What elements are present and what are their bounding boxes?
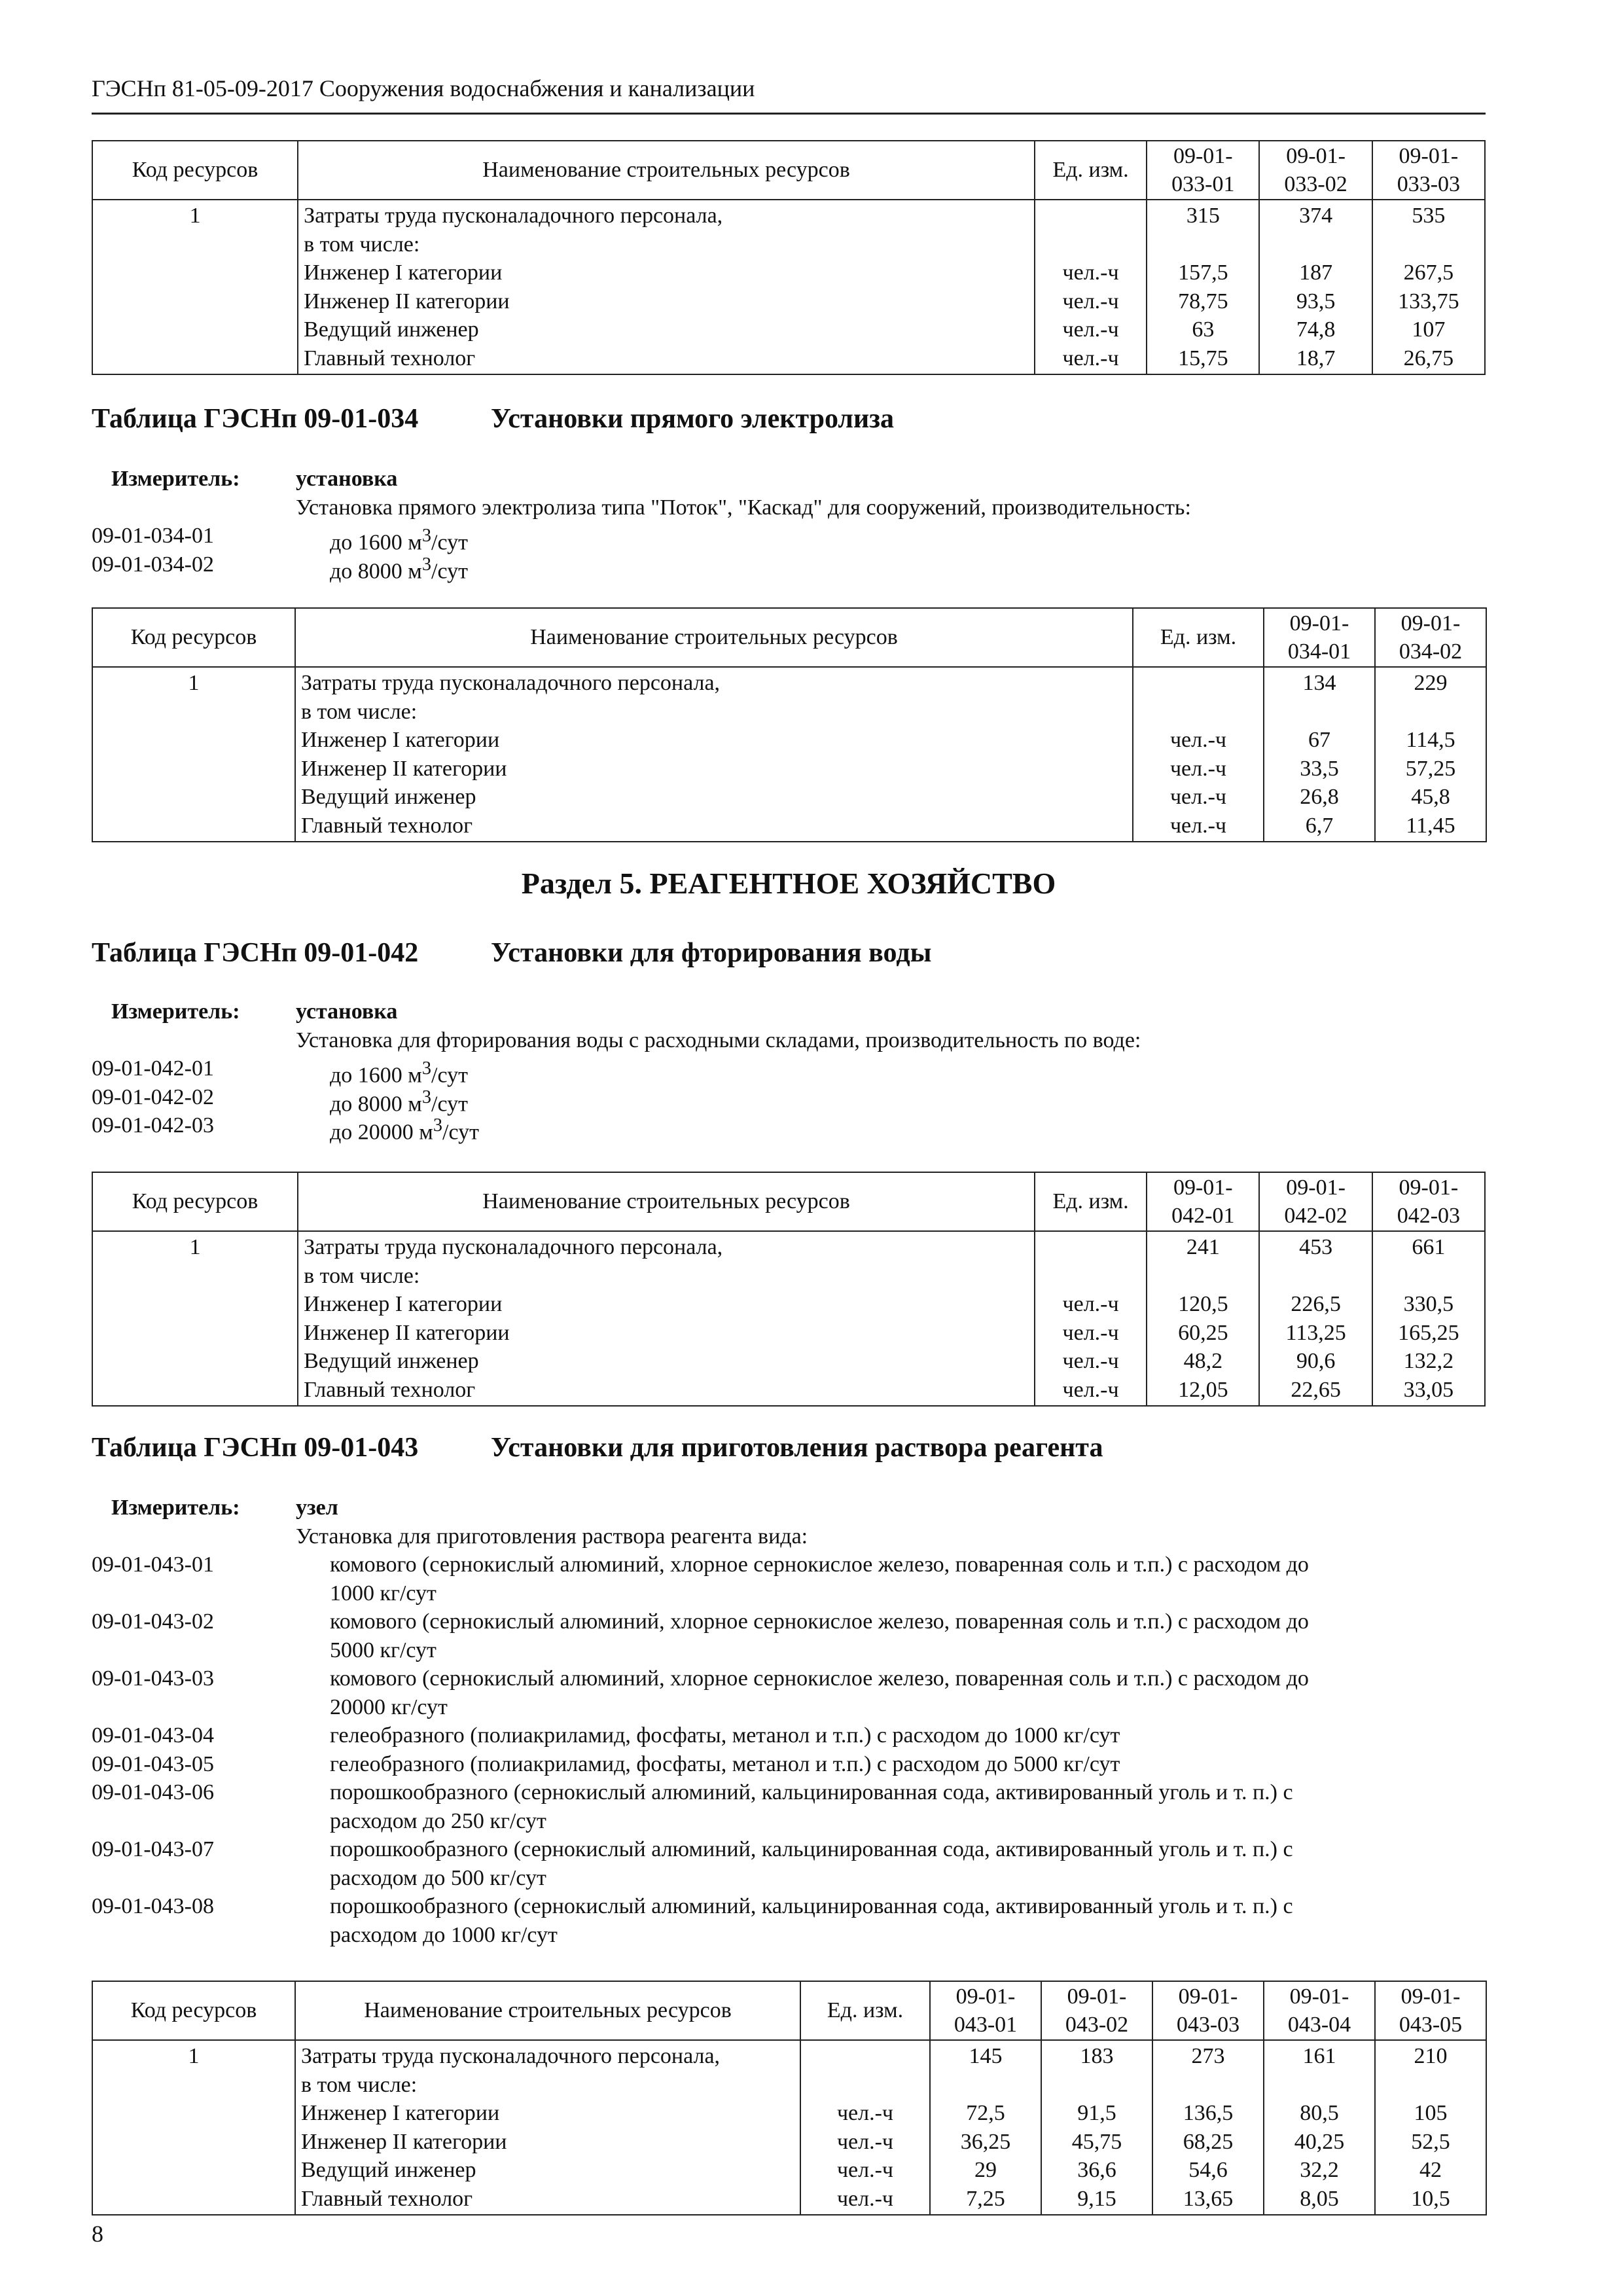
resource-table-042 (92, 1172, 1486, 1407)
table-034-code: Таблица ГЭСНп 09-01-034 (92, 404, 419, 434)
table-row (92, 2040, 1486, 2215)
table-034-measure-block (92, 465, 1486, 583)
measure-intro: Установка для приготовления раствора реагента вида: (296, 1524, 808, 1549)
page-number: 8 (92, 2221, 103, 2247)
value-cell-043-03: 273 136,5 68,25 54,6 13,65 (1152, 2040, 1264, 2215)
resource-code-cell: 1 (92, 200, 298, 374)
resource-name-cell: Затраты труда пусконаладочного персонала, в том числе: Инженер I категории Инженер II категории Ведущий инженер Главный технолог (298, 200, 1035, 374)
list-item: 09-01-043-06 порошкообразного (сернокислый алюминий, кальцинированная сода, активированный уголь и т. п.) с (92, 1780, 1293, 1804)
running-header: ГЭСНп 81-05-09-2017 Сооружения водоснабжения и канализации (92, 73, 1486, 115)
value-cell-043-02: 183 91,5 45,75 36,6 9,15 (1041, 2040, 1152, 2215)
header-code: Код ресурсов (92, 1981, 295, 2040)
value-cell-033-02: 374 187 93,5 74,8 18,7 (1259, 200, 1372, 374)
table-043-code: Таблица ГЭСНп 09-01-043 (92, 1433, 419, 1463)
resource-name-cell: Затраты труда пусконаладочного персонала, в том числе: Инженер I категории Инженер II категории Ведущий инженер Главный технолог (295, 2040, 800, 2215)
list-item: 09-01-043-01 комового (сернокислый алюминий, хлорное сернокислое железо, поваренная соль и т.п.) с расходом до (92, 1552, 1309, 1577)
header-col-043-03: 09-01- 043-03 (1152, 1981, 1264, 2040)
measure-label: Измеритель: (111, 467, 240, 491)
table-043-name: Установки для приготовления раствора реагента (491, 1433, 1103, 1463)
unit-cell: чел.-ч чел.-ч чел.-ч чел.-ч (1035, 200, 1147, 374)
table-row (92, 1231, 1485, 1406)
header-code: Код ресурсов (92, 608, 295, 667)
header-unit: Ед. изм. (1035, 1172, 1147, 1231)
list-item: 09-01-042-01 до 1600 $м^3$/сут (92, 1056, 468, 1088)
table-row (92, 667, 1486, 842)
value-cell-043-01: 145 72,5 36,25 29 7,25 (930, 2040, 1041, 2215)
value-cell-043-04: 161 80,5 40,25 32,2 8,05 (1264, 2040, 1375, 2215)
table-034-title (92, 402, 894, 436)
value-cell-042-03: 661 330,5 165,25 132,2 33,05 (1372, 1231, 1485, 1406)
resource-name-cell: Затраты труда пусконаладочного персонала, в том числе: Инженер I категории Инженер II категории Ведущий инженер Главный технолог (298, 1231, 1035, 1406)
resource-table-034 (92, 607, 1487, 842)
value-cell-034-02: 229 114,5 57,25 45,8 11,45 (1375, 667, 1486, 842)
table-042-name: Установки для фторирования воды (491, 938, 932, 968)
header-col-033-02: 09-01- 033-02 (1259, 141, 1372, 200)
unit-cell: чел.-ч чел.-ч чел.-ч чел.-ч (1133, 667, 1264, 842)
list-item: 09-01-043-03 комового (сернокислый алюминий, хлорное сернокислое железо, поваренная соль и т.п.) с расходом до (92, 1666, 1309, 1691)
header-col-033-01: 09-01- 033-01 (1147, 141, 1259, 200)
measure-value: установка (296, 467, 398, 491)
value-cell-033-03: 535 267,5 133,75 107 26,75 (1372, 200, 1485, 374)
resource-code-cell: 1 (92, 1231, 298, 1406)
value-cell-042-02: 453 226,5 113,25 90,6 22,65 (1259, 1231, 1372, 1406)
resource-code-cell: 1 (92, 2040, 295, 2215)
measure-label: Измеритель: (111, 999, 240, 1024)
header-col-043-02: 09-01- 043-02 (1041, 1981, 1152, 2040)
section-title: Раздел 5. РЕАГЕНТНОЕ ХОЗЯЙСТВО (521, 867, 1056, 900)
list-item: 09-01-043-07 порошкообразного (сернокислый алюминий, кальцинированная сода, активированный уголь и т. п.) с (92, 1837, 1293, 1861)
list-item: 09-01-043-04 гелеобразного (полиакриламид, фосфаты, метанол и т.п.) с расходом до 1000 кг/сут (92, 1723, 1120, 1748)
header-col-034-01: 09-01- 034-01 (1264, 608, 1375, 667)
value-cell-043-05: 210 105 52,5 42 10,5 (1375, 2040, 1486, 2215)
value-cell-033-01: 315 157,5 78,75 63 15,75 (1147, 200, 1259, 374)
table-042-title (92, 936, 931, 970)
value-cell-034-01: 134 67 33,5 26,8 6,7 (1264, 667, 1375, 842)
table-043-wrapper (92, 1981, 1487, 2215)
header-col-042-03: 09-01- 042-03 (1372, 1172, 1485, 1231)
table-042-wrapper (92, 1172, 1486, 1407)
list-item: 09-01-043-08 порошкообразного (сернокислый алюминий, кальцинированная сода, активированный уголь и т. п.) с (92, 1894, 1293, 1918)
header-name: Наименование строительных ресурсов (298, 1172, 1035, 1231)
table-row (92, 200, 1485, 374)
measure-intro: Установка прямого электролиза типа "Поток", "Каскад" для сооружений, производительность: (296, 495, 1191, 520)
header-col-043-05: 09-01- 043-05 (1375, 1981, 1486, 2040)
measure-value: узел (296, 1496, 338, 1520)
table-034-wrapper (92, 607, 1487, 842)
header-col-042-02: 09-01- 042-02 (1259, 1172, 1372, 1231)
header-col-043-04: 09-01- 043-04 (1264, 1981, 1375, 2040)
list-item: 09-01-043-05 гелеобразного (полиакриламид, фосфаты, метанол и т.п.) с расходом до 5000 кг/сут (92, 1751, 1120, 1776)
unit-cell: чел.-ч чел.-ч чел.-ч чел.-ч (1035, 1231, 1147, 1406)
header-col-033-03: 09-01- 033-03 (1372, 141, 1485, 200)
header-name: Наименование строительных ресурсов (295, 608, 1133, 667)
measure-label: Измеритель: (111, 1496, 240, 1520)
table-header-row (92, 1172, 1485, 1231)
measure-value: установка (296, 999, 398, 1024)
list-item: 09-01-034-02 до 8000 $м^3$/сут (92, 552, 468, 583)
header-unit: Ед. изм. (800, 1981, 930, 2040)
header-name: Наименование строительных ресурсов (295, 1981, 800, 2040)
measure-intro: Установка для фторирования воды с расходными складами, производительность по воде: (296, 1028, 1141, 1052)
list-item: 09-01-042-02 до 8000 $м^3$/сут (92, 1085, 468, 1116)
resource-table-043 (92, 1981, 1487, 2215)
header-unit: Ед. изм. (1035, 141, 1147, 200)
header-code: Код ресурсов (92, 1172, 298, 1231)
list-item: 09-01-034-01 до 1600 $м^3$/сут (92, 524, 468, 555)
table-034-name: Установки прямого электролиза (491, 404, 895, 434)
header-unit: Ед. изм. (1133, 608, 1264, 667)
value-cell-042-01: 241 120,5 60,25 48,2 12,05 (1147, 1231, 1259, 1406)
resource-table-033 (92, 140, 1486, 375)
list-item: 09-01-043-02 комового (сернокислый алюминий, хлорное сернокислое железо, поваренная соль и т.п.) с расходом до (92, 1609, 1309, 1634)
header-col-034-02: 09-01- 034-02 (1375, 608, 1486, 667)
table-043-title (92, 1431, 1103, 1465)
table-header-row (92, 141, 1485, 200)
table-043-measure-block: Измеритель: узел Установка для приготовления раствора реагента вида: 09-01-043-01 комового (сернокислый алюминий, хлорное сернокислое железо, поваренная соль и т.п.) с расходом до 1000 кг/сут 09-01-043-02 комового (сернокислый алюминий, хлорное сернокислое железо, поваренная соль и т.п.) с расходом до 5000 кг/сут 09-01-043-03 комового (сернокислый алюминий, хлорное сернокислое железо, поваренная соль и т.п.) с расходом до 20000 кг/сут 09-01-043-04 гелеобразного (полиакриламид, фосфаты, метанол и т.п.) с расходом до 1000 кг/сут 09-01-043-05 гелеобразного (полиакриламид, фосфаты, метанол и т.п.) с расходом до 5000 кг/сут 09-01-043-06 порошкообразного (сернокислый алюминий, кальцинированная сода, активированный уголь и т. п.) с расходом до 250 кг/сут 09-01-043-07 порошкообразного (сернокислый алюминий, кальцинированная сода, активированный уголь и т. п.) с расходом до 500 кг/сут 09-01-043-08 порошкообразного (сернокислый алюминий, кальцинированная сода, активированный уголь и т. п.) с расходом до 1000 кг/сут (92, 1494, 1486, 1949)
table-header-row (92, 1981, 1486, 2040)
header-col-042-01: 09-01- 042-01 (1147, 1172, 1259, 1231)
unit-cell: чел.-ч чел.-ч чел.-ч чел.-ч (800, 2040, 930, 2215)
list-item: 09-01-042-03 до 20000 $м^3$/сут (92, 1113, 479, 1145)
resource-name-cell: Затраты труда пусконаладочного персонала, в том числе: Инженер I категории Инженер II категории Ведущий инженер Главный технолог (295, 667, 1133, 842)
resource-code-cell: 1 (92, 667, 295, 842)
table-033-wrapper (92, 140, 1486, 375)
table-042-measure-block (92, 997, 1486, 1145)
header-name: Наименование строительных ресурсов (298, 141, 1035, 200)
header-code: Код ресурсов (92, 141, 298, 200)
header-col-043-01: 09-01- 043-01 (930, 1981, 1041, 2040)
table-042-code: Таблица ГЭСНп 09-01-042 (92, 938, 419, 968)
table-header-row (92, 608, 1486, 667)
